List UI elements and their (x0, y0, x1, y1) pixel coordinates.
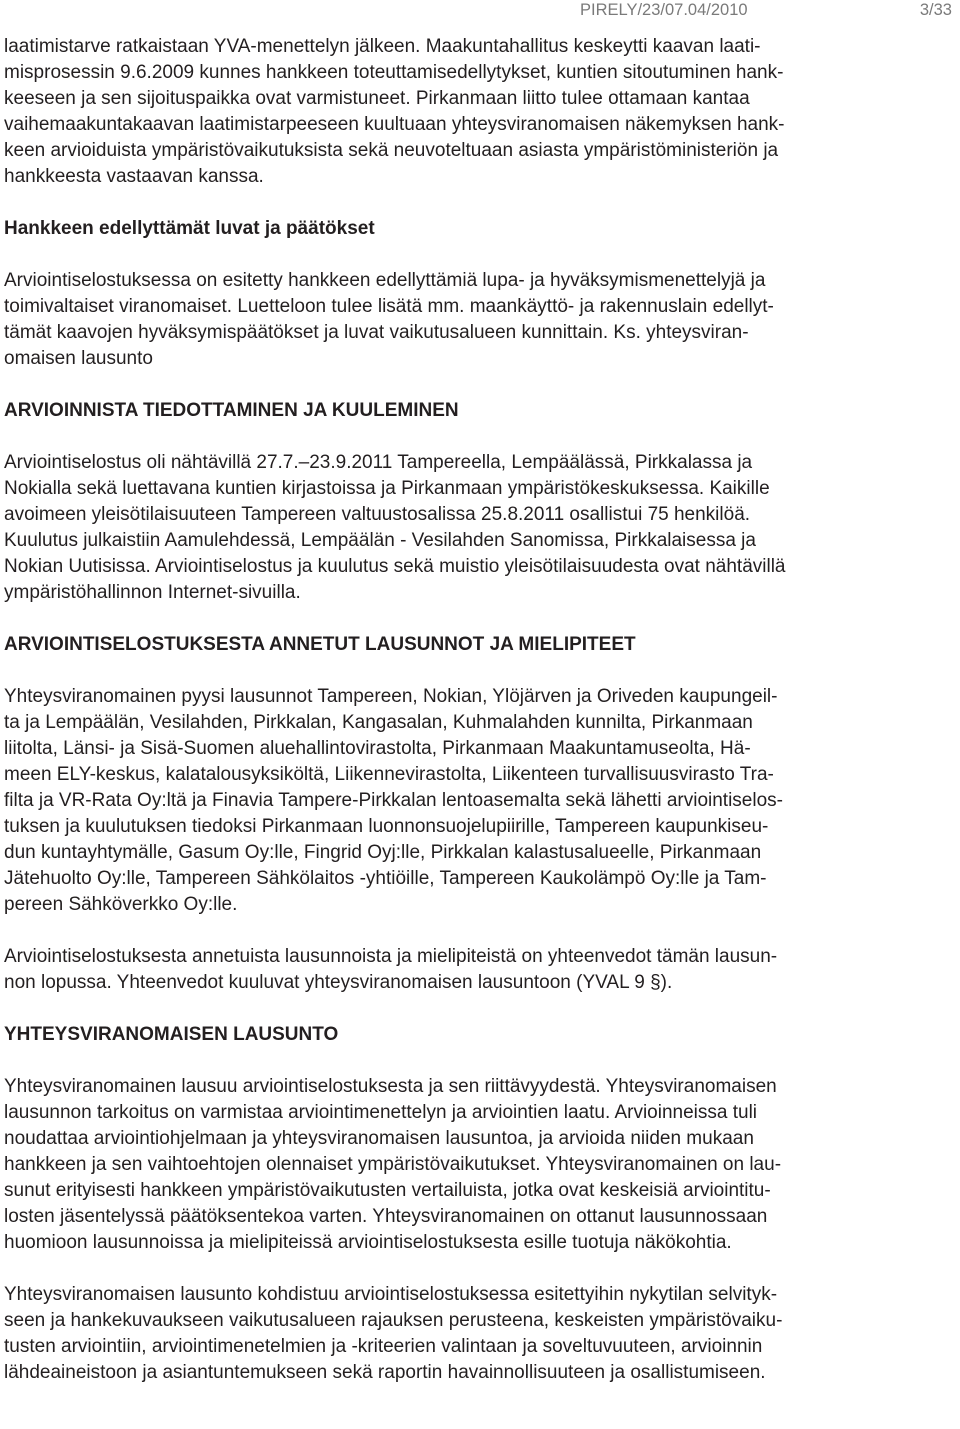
block-spacer (4, 372, 958, 398)
text-line: lausunnon tarkoitus on varmistaa arviointimenettelyn ja arviointien laatu. Arvioinneissa tuli (4, 1102, 758, 1123)
text-line: hankkeesta vastaavan kanssa. (4, 166, 264, 187)
text-line: losten jäsentelyssä päätöksentekoa varten. Yhteysviranomainen on ottanut lausunnossaan (4, 1206, 768, 1227)
text-line: tämät kaavojen hyväksymispäätökset ja luvat vaikutusalueen kunnittain. Ks. yhteysviran- (4, 322, 749, 343)
block-spacer (4, 424, 958, 450)
lausunto-paragraph-2 (4, 1282, 958, 1386)
text-line: Yhteysviranomainen pyysi lausunnot Tampereen, Nokian, Ylöjärven ja Oriveden kaupungeil- (4, 686, 778, 707)
block-spacer (4, 190, 958, 216)
text-line: tusten arviointiin, arviointimenetelmien ja -kriteerien valintaan ja soveltuvuuteen, arvioinnin (4, 1336, 763, 1357)
text-line: keen arvioiduista ympäristövaikutuksista sekä neuvoteltuaan asiasta ympäristöministeriön ja (4, 140, 779, 161)
text-line: noudattaa arviointiohjelmaan ja yhteysviranomaisen lausuntoa, ja arvioida niiden mukaan (4, 1128, 754, 1149)
text-line: omaisen lausunto (4, 348, 153, 369)
block-spacer (4, 606, 958, 632)
text-line: keeseen ja sen sijoituspaikka ovat varmistuneet. Pirkanmaan liitto tulee ottamaan kantaa (4, 88, 750, 109)
text-line: Yhteysviranomainen lausuu arviointiselostuksesta ja sen riittävyydestä. Yhteysviranomaisen (4, 1076, 777, 1097)
text-line: Arviointiselostus oli nähtävillä 27.7.–23.9.2011 Tampereella, Lempäälässä, Pirkkalassa ja (4, 452, 753, 473)
text-line: Jätehuolto Oy:lle, Tampereen Sähkölaitos -yhtiöille, Tampereen Kaukolämpö Oy:lle ja Tam- (4, 868, 767, 889)
text-line: liitolta, Länsi- ja Sisä-Suomen aluehallintovirastolta, Pirkanmaan Maakuntamuseolta, Hä- (4, 738, 751, 759)
text-line: sunut erityisesti hankkeen ympäristövaikutusten vertailuista, jotka ovat keskeisiä arviointitu- (4, 1180, 771, 1201)
heading-yhteysviranomaisen-lausunto: YHTEYSVIRANOMAISEN LAUSUNTO (4, 1024, 339, 1045)
text-line: pereen Sähköverkko Oy:lle. (4, 894, 238, 915)
block-spacer (4, 242, 958, 268)
text-line: tuksen ja kuulutuksen tiedoksi Pirkanmaan luonnonsuojelupiirille, Tampereen kaupunkiseu- (4, 816, 769, 837)
text-line: Arviointiselostuksessa on esitetty hankkeen edellyttämiä lupa- ja hyväksymismenettelyjä ja (4, 270, 766, 291)
text-line: ympäristöhallinnon Internet-sivuilla. (4, 582, 301, 603)
text-line: seen ja hankekuvaukseen vaikutusalueen rajauksen perusteena, keskeisten ympäristövaiku- (4, 1310, 783, 1331)
document-body (4, 34, 958, 1386)
text-line: Kuulutus julkaistiin Aamulehdessä, Lempäälän - Vesilahden Sanomissa, Pirkkalaisessa ja (4, 530, 756, 551)
heading-tiedottaminen: ARVIOINNISTA TIEDOTTAMINEN JA KUULEMINEN (4, 400, 459, 421)
text-line: lähdeaineistoon ja asiantuntemukseen sekä raportin havainnollisuuteen ja osallistumiseen. (4, 1362, 766, 1383)
yhteenveto-paragraph (4, 944, 958, 996)
block-spacer (4, 658, 958, 684)
page-header (580, 0, 952, 22)
lausunnot-paragraph (4, 684, 958, 918)
block-spacer (4, 918, 958, 944)
text-line: meen ELY-keskus, kalatalousyksiköltä, Liikennevirastolta, Liikenteen turvallisuusvirasto Tra- (4, 764, 774, 785)
text-line: Yhteysviranomaisen lausunto kohdistuu arviointiselostuksessa esitettyihin nykytilan selvityk- (4, 1284, 778, 1305)
text-line: filta ja VR-Rata Oy:ltä ja Finavia Tampere-Pirkkalan lentoasemalta sekä lähetti arviointiselos- (4, 790, 783, 811)
text-line: non lopussa. Yhteenvedot kuuluvat yhteysviranomaisen lausuntoon (YVAL 9 §). (4, 972, 673, 993)
page-number: 3/33 (919, 1, 952, 19)
text-line: dun kuntayhtymälle, Gasum Oy:lle, Fingrid Oyj:lle, Pirkkalan kalastusalueelle, Pirkanmaan (4, 842, 762, 863)
block-spacer (4, 1256, 958, 1282)
tiedottaminen-paragraph (4, 450, 958, 606)
luvat-paragraph (4, 268, 958, 372)
text-line: misprosessin 9.6.2009 kunnes hankkeen toteuttamisedellytykset, kuntien sitoutuminen hank- (4, 62, 784, 83)
text-line: Arviointiselostuksesta annetuista lausunnoista ja mielipiteistä on yhteenvedot tämän lausun- (4, 946, 778, 967)
lausunto-paragraph-1 (4, 1074, 958, 1256)
intro-paragraph (4, 34, 958, 190)
text-line: hankkeen ja sen vaihtoehtojen olennaiset ympäristövaikutukset. Yhteysviranomainen on lau- (4, 1154, 782, 1175)
text-line: avoimeen yleisötilaisuuteen Tampereen valtuustosalissa 25.8.2011 osallistui 75 henkilöä. (4, 504, 751, 525)
document-reference: PIRELY/23/07.04/2010 (580, 1, 748, 19)
text-line: Nokialla sekä luettavana kuntien kirjastoissa ja Pirkanmaan ympäristökeskuksessa. Kaikille (4, 478, 770, 499)
heading-lausunnot: ARVIOINTISELOSTUKSESTA ANNETUT LAUSUNNOT JA MIELIPITEET (4, 634, 636, 655)
block-spacer (4, 996, 958, 1022)
text-line: ta ja Lempäälän, Vesilahden, Pirkkalan, Kangasalan, Kuhmalahden kunnilta, Pirkanmaan (4, 712, 753, 733)
heading-luvat: Hankkeen edellyttämät luvat ja päätökset (4, 218, 375, 239)
text-line: Nokian Uutisissa. Arviointiselostus ja kuulutus sekä muistio yleisötilaisuudesta ovat nähtävillä (4, 556, 786, 577)
block-spacer (4, 1048, 958, 1074)
text-line: laatimistarve ratkaistaan YVA-menettelyn jälkeen. Maakuntahallitus keskeytti kaavan laati- (4, 36, 761, 57)
text-line: huomioon lausunnoissa ja mielipiteissä arviointiselostuksesta esille tuotuja näkökohtia. (4, 1232, 732, 1253)
text-line: vaihemaakuntakaavan laatimistarpeeseen kuultuaan yhteysviranomaisen näkemyksen hank- (4, 114, 785, 135)
text-line: toimivaltaiset viranomaiset. Luetteloon tulee lisätä mm. maankäyttö- ja rakennuslain edellyt- (4, 296, 774, 317)
